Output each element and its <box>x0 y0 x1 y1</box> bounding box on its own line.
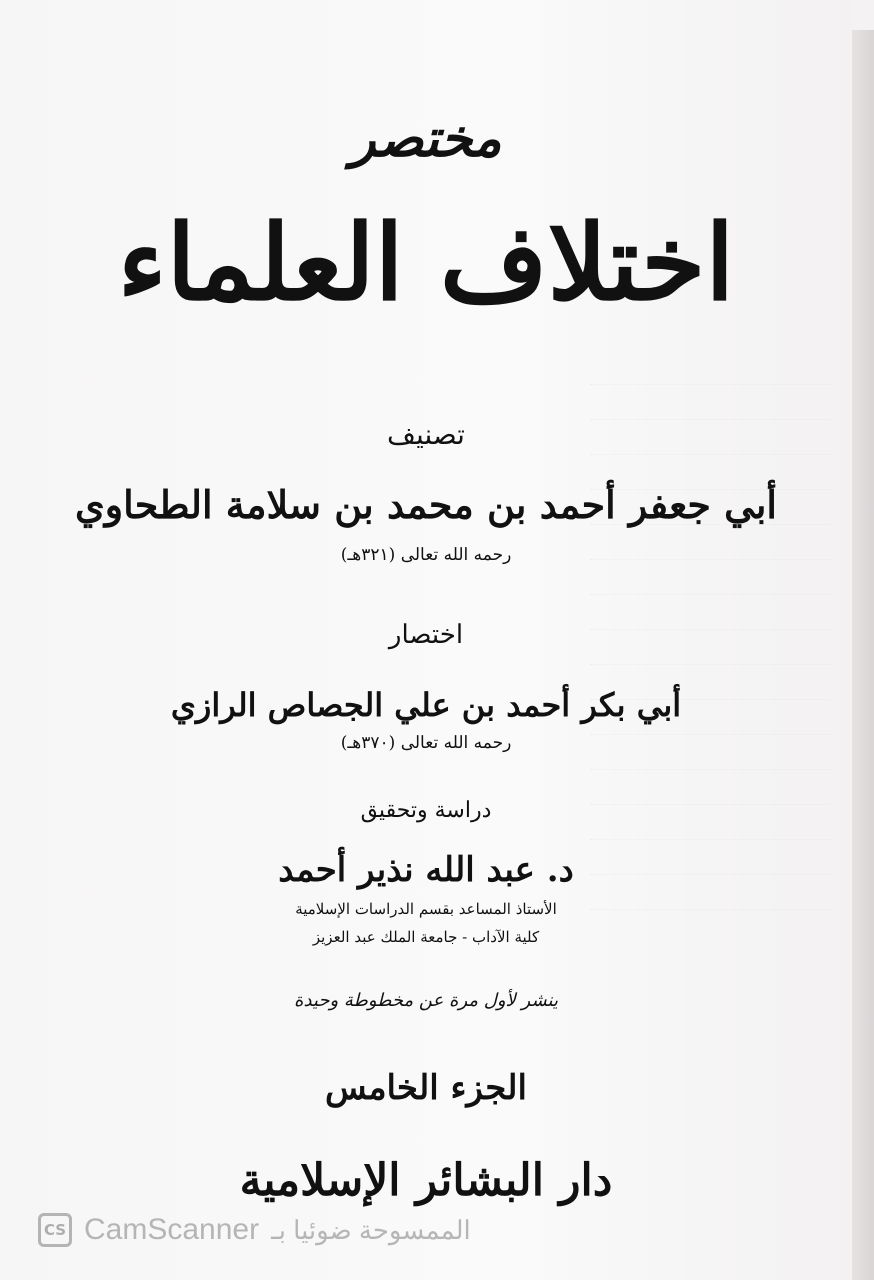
page-edge <box>852 30 874 1280</box>
publisher-name: دار البشائر الإسلامية <box>239 1155 613 1206</box>
study-label: دراسة وتحقيق <box>360 798 492 823</box>
abridger-death-note: رحمه الله تعالى (٣٧٠هـ) <box>340 733 512 753</box>
abridged-label: اختصار <box>388 620 464 650</box>
editor-name: د. عبد الله نذير أحمد <box>278 850 574 890</box>
camscanner-app-name: CamScanner <box>84 1213 260 1246</box>
compiled-label: تصنيف <box>387 418 465 451</box>
editor-position: الأستاذ المساعد بقسم الدراسات الإسلامية <box>295 900 557 918</box>
abridger-name: أبي بكر أحمد بن علي الجصاص الرازي <box>170 686 682 724</box>
author-name: أبي جعفر أحمد بن محمد بن سلامة الطحاوي <box>75 482 777 527</box>
editor-affiliation: كلية الآداب - جامعة الملك عبد العزيز <box>312 928 540 946</box>
camscanner-logo-icon: CS <box>38 1213 72 1247</box>
first-publication-note: ينشر لأول مرة عن مخطوطة وحيدة <box>294 990 558 1011</box>
title-prefix: مختصر <box>350 108 502 169</box>
main-title: اختلاف العلماء <box>117 201 735 324</box>
author-death-note: رحمه الله تعالى (٣٢١هـ) <box>340 545 512 565</box>
volume-label: الجزء الخامس <box>324 1068 527 1108</box>
camscanner-watermark <box>38 1210 471 1250</box>
camscanner-caption: الممسوحة ضوئيا بـ <box>271 1214 471 1245</box>
